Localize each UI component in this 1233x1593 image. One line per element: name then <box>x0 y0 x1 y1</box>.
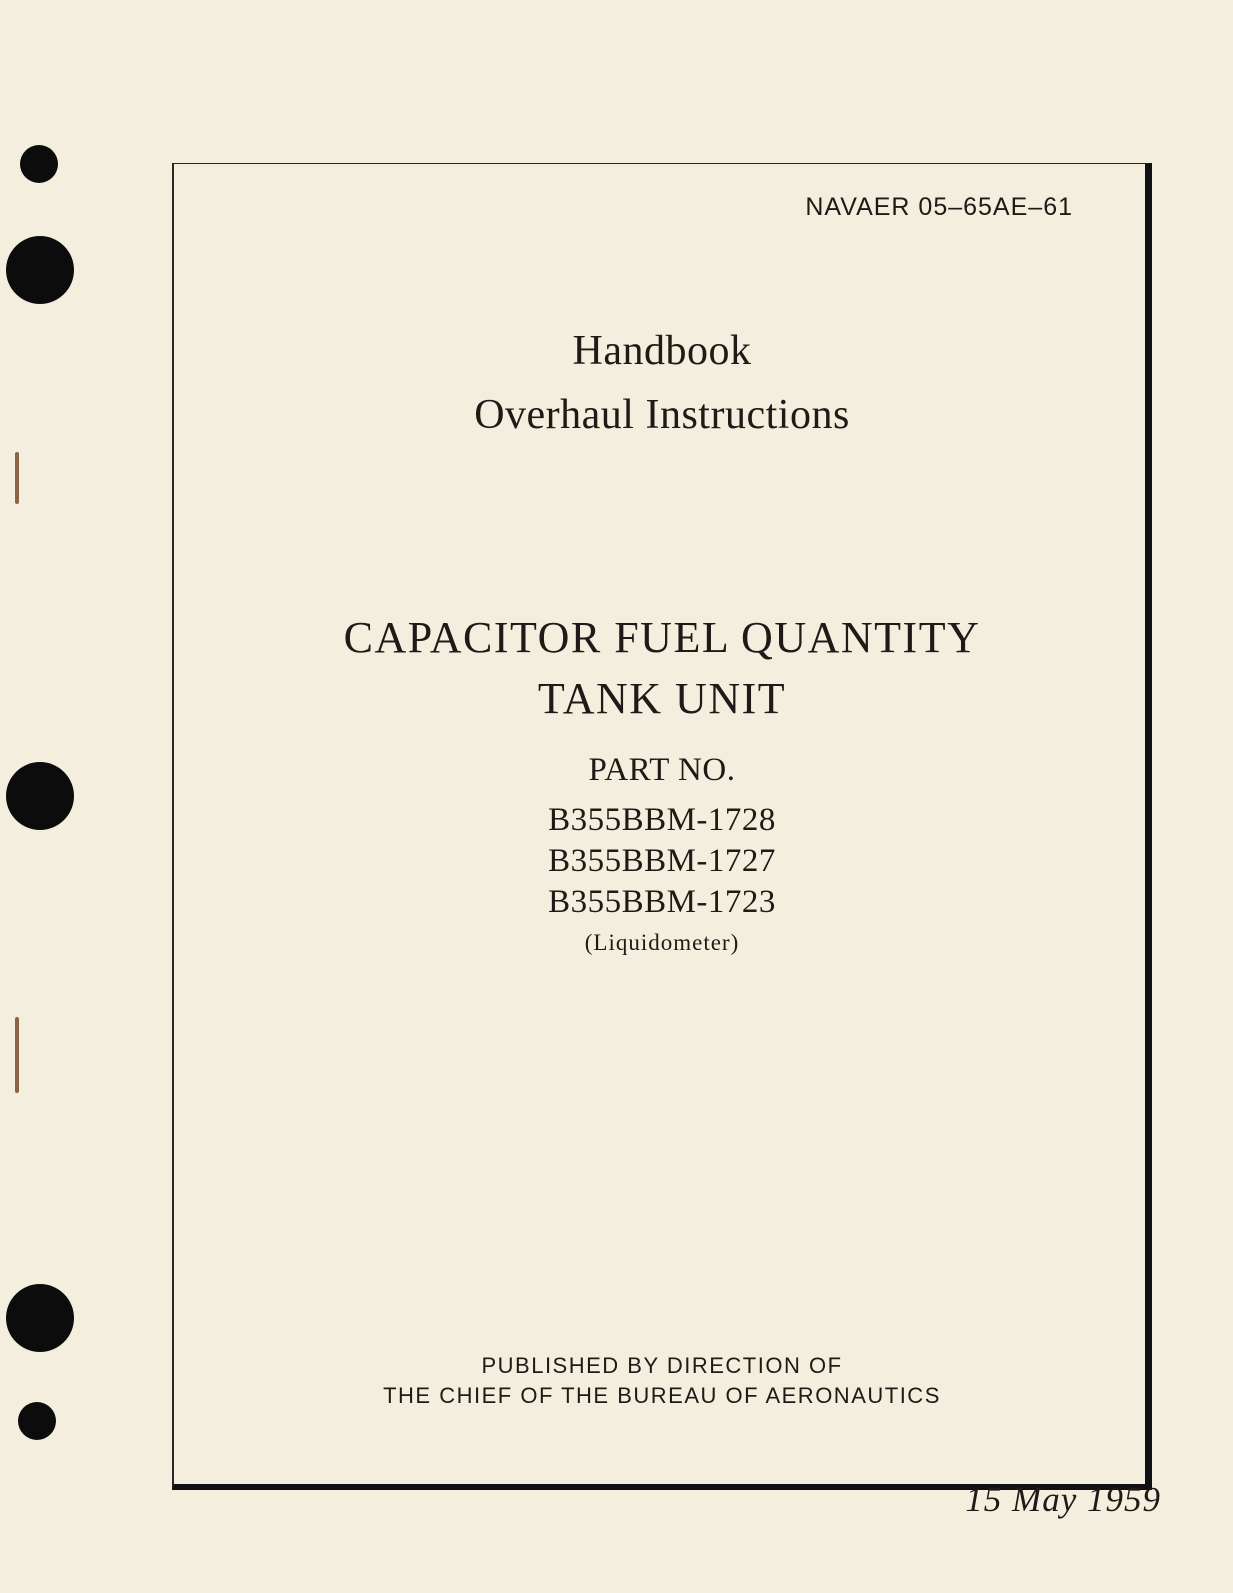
part-number: B355BBM-1727 <box>548 843 776 879</box>
binder-hole <box>6 1284 74 1352</box>
overhaul-instructions-label: Overhaul Instructions <box>474 392 850 438</box>
staple-mark <box>15 1017 19 1093</box>
part-number: B355BBM-1728 <box>548 802 776 838</box>
part-number-label: PART NO. <box>588 752 736 788</box>
document-number: NAVAER 05–65AE–61 <box>805 193 1073 221</box>
publisher-line-2: THE CHIEF OF THE BUREAU OF AERONAUTICS <box>383 1383 941 1408</box>
main-title-line-1: CAPACITOR FUEL QUANTITY <box>343 613 981 662</box>
publication-date: 15 May 1959 <box>965 1480 1161 1519</box>
binder-hole <box>6 762 74 830</box>
part-number: B355BBM-1723 <box>548 884 776 920</box>
staple-mark <box>15 452 19 504</box>
binder-hole <box>20 145 58 183</box>
manufacturer-name: (Liquidometer) <box>584 930 740 955</box>
binder-hole <box>6 236 74 304</box>
handbook-label: Handbook <box>572 328 752 374</box>
publisher-line-1: PUBLISHED BY DIRECTION OF <box>481 1353 843 1378</box>
binder-hole <box>18 1402 56 1440</box>
main-title-line-2: TANK UNIT <box>537 674 787 723</box>
